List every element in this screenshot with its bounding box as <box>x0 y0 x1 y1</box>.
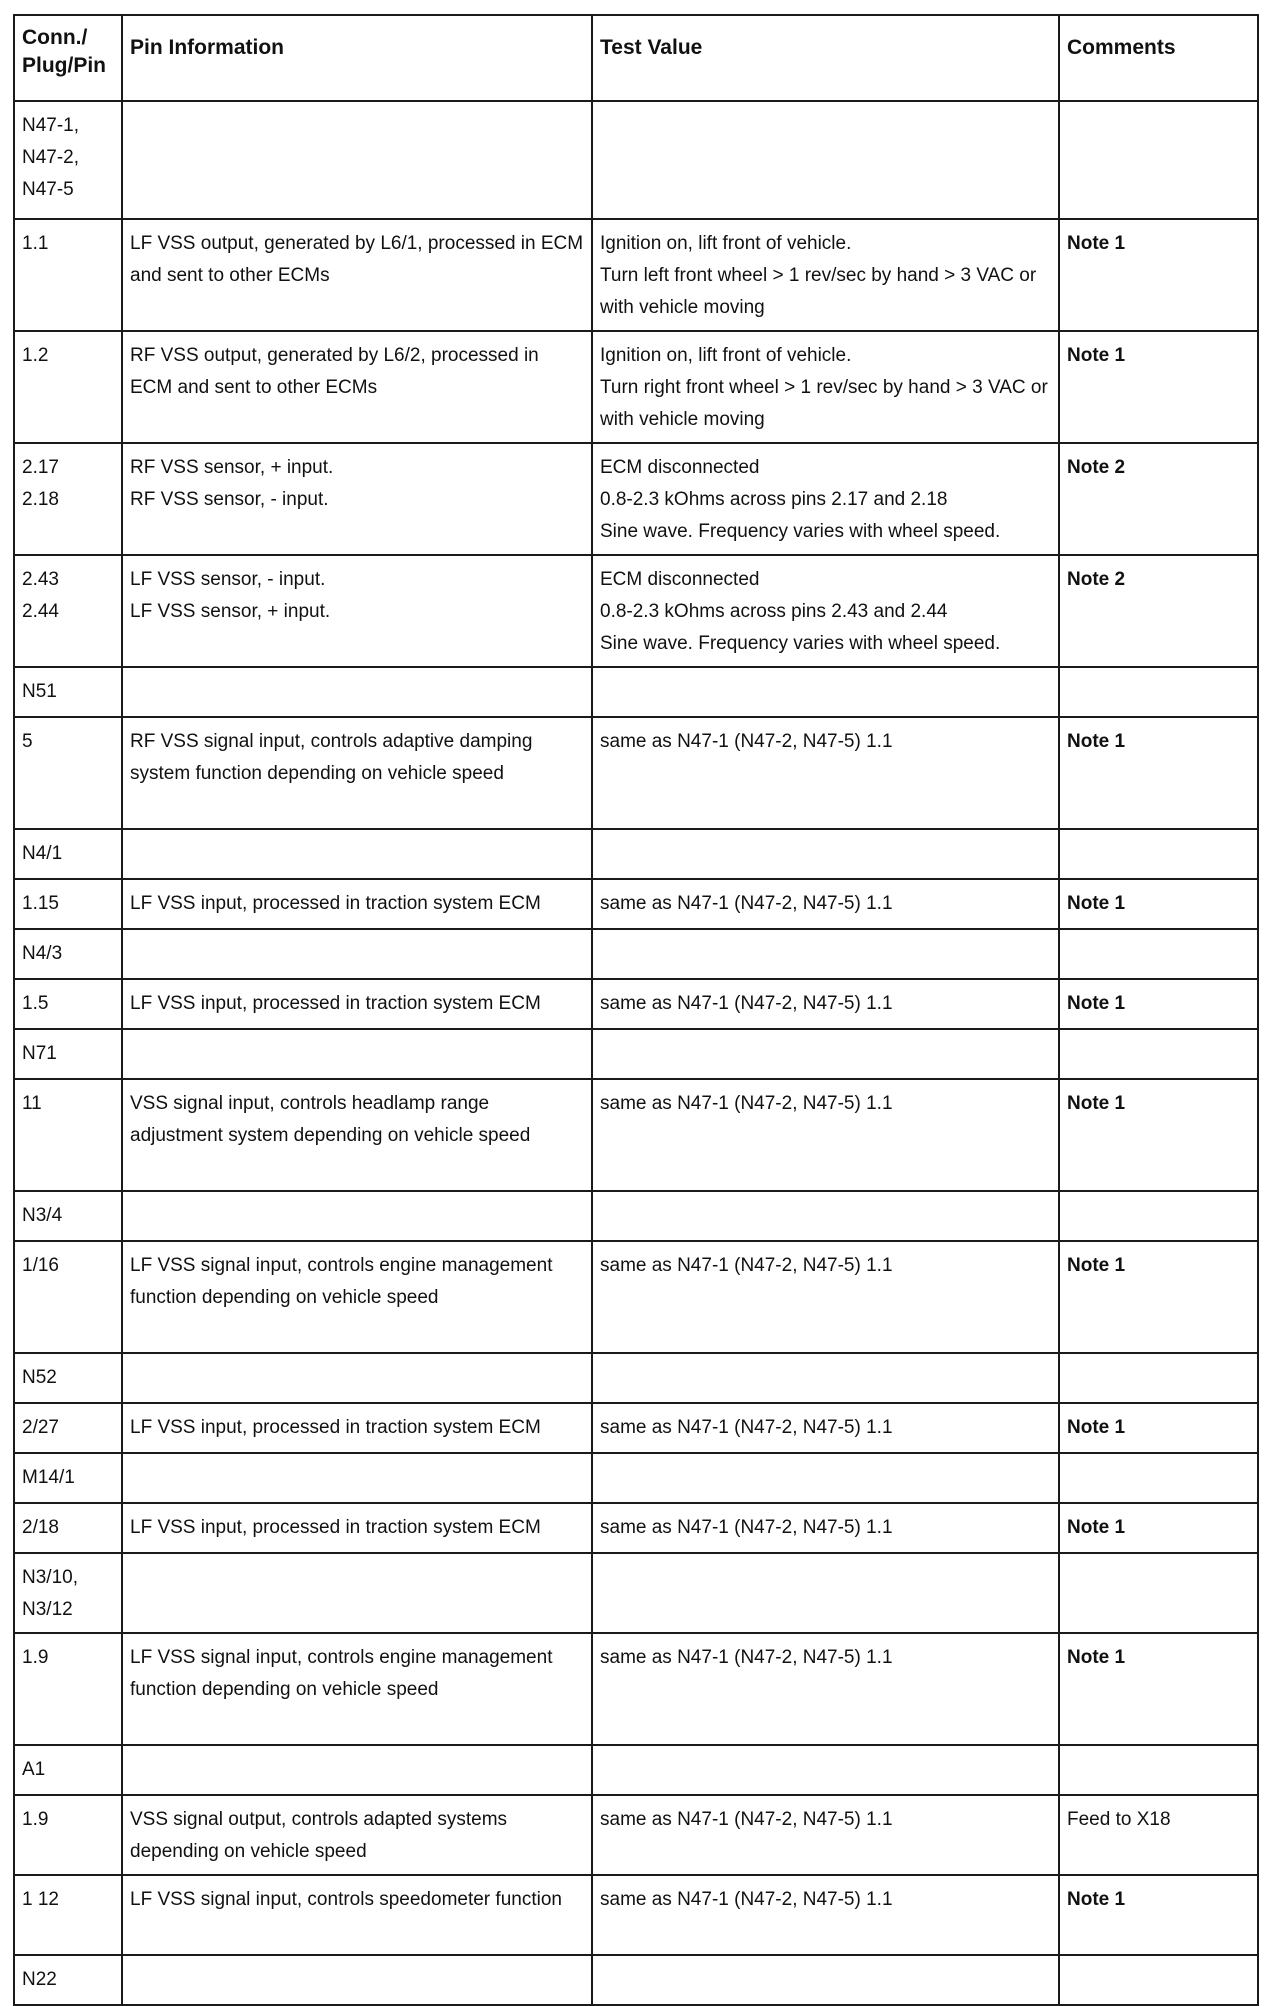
pin-cell <box>14 1241 122 1353</box>
text-line: 2.17 <box>22 457 59 478</box>
empty-cell <box>1059 1191 1258 1241</box>
comment-text: Note 2 <box>1067 457 1126 478</box>
empty-cell <box>122 1191 592 1241</box>
comment-cell <box>1059 331 1258 443</box>
text-line: LF VSS sensor, + input. <box>130 601 331 622</box>
table-row <box>14 979 1258 1029</box>
text-line: VSS signal output, controls adapted systems depending on vehicle speed <box>130 1809 508 1862</box>
pin-cell <box>14 879 122 929</box>
table-row <box>14 555 1258 667</box>
connector-cell <box>14 667 122 717</box>
text-line: LF VSS signal input, controls speedometer function <box>130 1889 562 1910</box>
section-row <box>14 1553 1258 1633</box>
pin-info-cell <box>122 717 592 829</box>
table-header-row <box>14 15 1258 101</box>
comment-cell <box>1059 1633 1258 1745</box>
pin-cell <box>14 555 122 667</box>
empty-cell <box>1059 929 1258 979</box>
test-value-cell <box>592 219 1059 331</box>
test-value-cell <box>592 979 1059 1029</box>
comment-text: Note 1 <box>1067 1417 1126 1438</box>
text-line: LF VSS input, processed in traction system ECM <box>130 993 541 1014</box>
pin-cell <box>14 443 122 555</box>
comment-cell <box>1059 1503 1258 1553</box>
section-row <box>14 929 1258 979</box>
table-row <box>14 1633 1258 1745</box>
test-value-cell <box>592 1241 1059 1353</box>
pin-info-cell <box>122 443 592 555</box>
table-row <box>14 1503 1258 1553</box>
empty-cell <box>1059 667 1258 717</box>
test-value-cell <box>592 1503 1059 1553</box>
text-line: 0.8-2.3 kOhms across pins 2.17 and 2.18 <box>600 489 948 510</box>
pin-info-cell <box>122 331 592 443</box>
text-line: Turn left front wheel > 1 rev/sec by hand > 3 VAC or with vehicle moving <box>600 265 1037 318</box>
empty-cell <box>592 1745 1059 1795</box>
pin-table <box>13 14 1259 2006</box>
empty-cell <box>1059 1453 1258 1503</box>
test-value-cell <box>592 1795 1059 1875</box>
text-line: 2.18 <box>22 489 59 510</box>
comment-cell <box>1059 1403 1258 1453</box>
text-line: 1.15 <box>22 893 59 914</box>
comment-text: Note 2 <box>1067 569 1126 590</box>
text-line: ECM disconnected <box>600 569 760 590</box>
text-line: N51 <box>22 681 57 702</box>
empty-cell <box>122 1353 592 1403</box>
pin-cell <box>14 331 122 443</box>
empty-cell <box>122 1029 592 1079</box>
connector-cell <box>14 1353 122 1403</box>
text-line: LF VSS signal input, controls engine management function depending on vehicle speed <box>130 1255 553 1308</box>
text-line: RF VSS output, generated by L6/2, processed in ECM and sent to other ECMs <box>130 345 539 398</box>
comment-text: Note 1 <box>1067 1517 1126 1538</box>
connector-cell <box>14 929 122 979</box>
comment-cell <box>1059 1795 1258 1875</box>
text-line: same as N47-1 (N47-2, N47-5) 1.1 <box>600 993 893 1014</box>
pin-info-cell <box>122 979 592 1029</box>
section-row <box>14 829 1258 879</box>
comment-cell <box>1059 219 1258 331</box>
text-line: N52 <box>22 1367 57 1388</box>
text-line: same as N47-1 (N47-2, N47-5) 1.1 <box>600 1889 893 1910</box>
text-line: 1 12 <box>22 1889 59 1910</box>
text-line: RF VSS sensor, + input. <box>130 457 334 478</box>
comment-cell <box>1059 1079 1258 1191</box>
empty-cell <box>122 1955 592 2005</box>
pin-cell <box>14 219 122 331</box>
connector-cell <box>14 1745 122 1795</box>
text-line: same as N47-1 (N47-2, N47-5) 1.1 <box>600 893 893 914</box>
text-line: ECM disconnected <box>600 457 760 478</box>
text-line: 1.1 <box>22 233 49 254</box>
pin-info-cell <box>122 1633 592 1745</box>
connector-cell <box>14 1191 122 1241</box>
comment-text: Note 1 <box>1067 1093 1126 1114</box>
comment-text: Note 1 <box>1067 345 1126 366</box>
table-row <box>14 1079 1258 1191</box>
test-value-cell <box>592 1403 1059 1453</box>
text-line: 1.9 <box>22 1647 49 1668</box>
text-line: N47-2, <box>22 147 80 168</box>
empty-cell <box>122 1553 592 1633</box>
empty-cell <box>592 829 1059 879</box>
pin-cell <box>14 1079 122 1191</box>
empty-cell <box>592 1191 1059 1241</box>
text-line: N22 <box>22 1969 57 1990</box>
test-value-cell <box>592 1633 1059 1745</box>
empty-cell <box>1059 101 1258 219</box>
comment-cell <box>1059 717 1258 829</box>
comment-cell <box>1059 979 1258 1029</box>
section-row <box>14 1453 1258 1503</box>
comment-text: Note 1 <box>1067 233 1126 254</box>
text-line: A1 <box>22 1759 46 1780</box>
test-value-cell <box>592 331 1059 443</box>
empty-cell <box>122 1745 592 1795</box>
text-line: N3/10, <box>22 1567 78 1588</box>
text-line: RF VSS sensor, - input. <box>130 489 329 510</box>
section-row <box>14 1955 1258 2005</box>
text-line: same as N47-1 (N47-2, N47-5) 1.1 <box>600 731 893 752</box>
empty-cell <box>122 1453 592 1503</box>
connector-cell <box>14 1553 122 1633</box>
text-line: 5 <box>22 731 33 752</box>
table-row <box>14 331 1258 443</box>
comment-cell <box>1059 1875 1258 1955</box>
table-row <box>14 219 1258 331</box>
test-value-cell <box>592 1079 1059 1191</box>
text-line: Sine wave. Frequency varies with wheel speed. <box>600 521 1001 542</box>
text-line: 2.44 <box>22 601 59 622</box>
text-line: same as N47-1 (N47-2, N47-5) 1.1 <box>600 1517 893 1538</box>
comment-text: Note 1 <box>1067 1889 1126 1910</box>
text-line: 2/18 <box>22 1517 59 1538</box>
connector-cell <box>14 829 122 879</box>
section-row <box>14 101 1258 219</box>
text-line: 2.43 <box>22 569 59 590</box>
table-row <box>14 443 1258 555</box>
section-row <box>14 667 1258 717</box>
text-line: same as N47-1 (N47-2, N47-5) 1.1 <box>600 1647 893 1668</box>
text-line: 2/27 <box>22 1417 59 1438</box>
table-body <box>14 101 1258 2005</box>
text-line: N47-1, <box>22 115 80 136</box>
test-value-cell <box>592 717 1059 829</box>
empty-cell <box>1059 1553 1258 1633</box>
text-line: same as N47-1 (N47-2, N47-5) 1.1 <box>600 1255 893 1276</box>
text-line: LF VSS input, processed in traction system ECM <box>130 893 541 914</box>
empty-cell <box>122 101 592 219</box>
empty-cell <box>592 101 1059 219</box>
text-line: same as N47-1 (N47-2, N47-5) 1.1 <box>600 1417 893 1438</box>
table-row <box>14 717 1258 829</box>
header-pin-info: Pin Information <box>122 15 592 101</box>
comment-text: Feed to X18 <box>1067 1809 1171 1830</box>
pin-cell <box>14 1403 122 1453</box>
empty-cell <box>592 1955 1059 2005</box>
text-line: N4/1 <box>22 843 63 864</box>
test-value-cell <box>592 443 1059 555</box>
text-line: LF VSS input, processed in traction system ECM <box>130 1417 541 1438</box>
pin-cell <box>14 1875 122 1955</box>
text-line: 1.9 <box>22 1809 49 1830</box>
text-line: M14/1 <box>22 1467 75 1488</box>
text-line: N3/4 <box>22 1205 63 1226</box>
text-line: N3/12 <box>22 1599 73 1620</box>
text-line: LF VSS sensor, - input. <box>130 569 326 590</box>
comment-cell <box>1059 443 1258 555</box>
text-line: N47-5 <box>22 179 74 200</box>
empty-cell <box>122 829 592 879</box>
pin-info-cell <box>122 1875 592 1955</box>
pin-cell <box>14 979 122 1029</box>
comment-cell <box>1059 555 1258 667</box>
text-line: LF VSS input, processed in traction system ECM <box>130 1517 541 1538</box>
comment-cell <box>1059 879 1258 929</box>
text-line: Turn right front wheel > 1 rev/sec by hand > 3 VAC or with vehicle moving <box>600 377 1048 430</box>
text-line: RF VSS signal input, controls adaptive damping system function depending on vehicle speed <box>130 731 533 784</box>
pin-info-cell <box>122 1403 592 1453</box>
connector-cell <box>14 1029 122 1079</box>
text-line: LF VSS output, generated by L6/1, processed in ECM and sent to other ECMs <box>130 233 584 286</box>
header-comments: Comments <box>1059 15 1258 101</box>
comment-text: Note 1 <box>1067 1255 1126 1276</box>
text-line: 11 <box>22 1093 42 1114</box>
empty-cell <box>592 1353 1059 1403</box>
empty-cell <box>592 1453 1059 1503</box>
empty-cell <box>122 929 592 979</box>
empty-cell <box>1059 829 1258 879</box>
table-row <box>14 879 1258 929</box>
connector-cell <box>14 1453 122 1503</box>
section-row <box>14 1191 1258 1241</box>
comment-text: Note 1 <box>1067 731 1126 752</box>
comment-text: Note 1 <box>1067 893 1126 914</box>
empty-cell <box>592 929 1059 979</box>
comment-text: Note 1 <box>1067 993 1126 1014</box>
test-value-cell <box>592 555 1059 667</box>
test-value-cell <box>592 1875 1059 1955</box>
connector-cell <box>14 1955 122 2005</box>
pin-info-cell <box>122 219 592 331</box>
text-line: 1.5 <box>22 993 49 1014</box>
pin-info-cell <box>122 1503 592 1553</box>
text-line: N71 <box>22 1043 57 1064</box>
table-row <box>14 1403 1258 1453</box>
pin-info-cell <box>122 879 592 929</box>
empty-cell <box>592 667 1059 717</box>
empty-cell <box>1059 1745 1258 1795</box>
section-row <box>14 1745 1258 1795</box>
empty-cell <box>592 1029 1059 1079</box>
pin-info-cell <box>122 1241 592 1353</box>
header-conn: Conn./ Plug/Pin <box>14 15 122 101</box>
empty-cell <box>1059 1029 1258 1079</box>
pin-cell <box>14 717 122 829</box>
header-test-value: Test Value <box>592 15 1059 101</box>
table-row <box>14 1795 1258 1875</box>
empty-cell <box>592 1553 1059 1633</box>
text-line: N4/3 <box>22 943 63 964</box>
section-row <box>14 1353 1258 1403</box>
comment-cell <box>1059 1241 1258 1353</box>
text-line: LF VSS signal input, controls engine management function depending on vehicle speed <box>130 1647 553 1700</box>
section-row <box>14 1029 1258 1079</box>
test-value-cell <box>592 879 1059 929</box>
pin-info-cell <box>122 555 592 667</box>
table-row <box>14 1241 1258 1353</box>
empty-cell <box>1059 1955 1258 2005</box>
text-line: 1.2 <box>22 345 49 366</box>
text-line: 1/16 <box>22 1255 59 1276</box>
pin-cell <box>14 1795 122 1875</box>
pin-cell <box>14 1633 122 1745</box>
pin-info-cell <box>122 1795 592 1875</box>
text-line: same as N47-1 (N47-2, N47-5) 1.1 <box>600 1809 893 1830</box>
table-row <box>14 1875 1258 1955</box>
text-line: 0.8-2.3 kOhms across pins 2.43 and 2.44 <box>600 601 948 622</box>
pin-info-cell <box>122 1079 592 1191</box>
pin-cell <box>14 1503 122 1553</box>
comment-text: Note 1 <box>1067 1647 1126 1668</box>
text-line: Ignition on, lift front of vehicle. <box>600 233 852 254</box>
connector-cell <box>14 101 122 219</box>
text-line: Sine wave. Frequency varies with wheel speed. <box>600 633 1001 654</box>
text-line: VSS signal input, controls headlamp range adjustment system depending on vehicle speed <box>130 1093 531 1146</box>
text-line: Ignition on, lift front of vehicle. <box>600 345 852 366</box>
text-line: same as N47-1 (N47-2, N47-5) 1.1 <box>600 1093 893 1114</box>
empty-cell <box>1059 1353 1258 1403</box>
empty-cell <box>122 667 592 717</box>
